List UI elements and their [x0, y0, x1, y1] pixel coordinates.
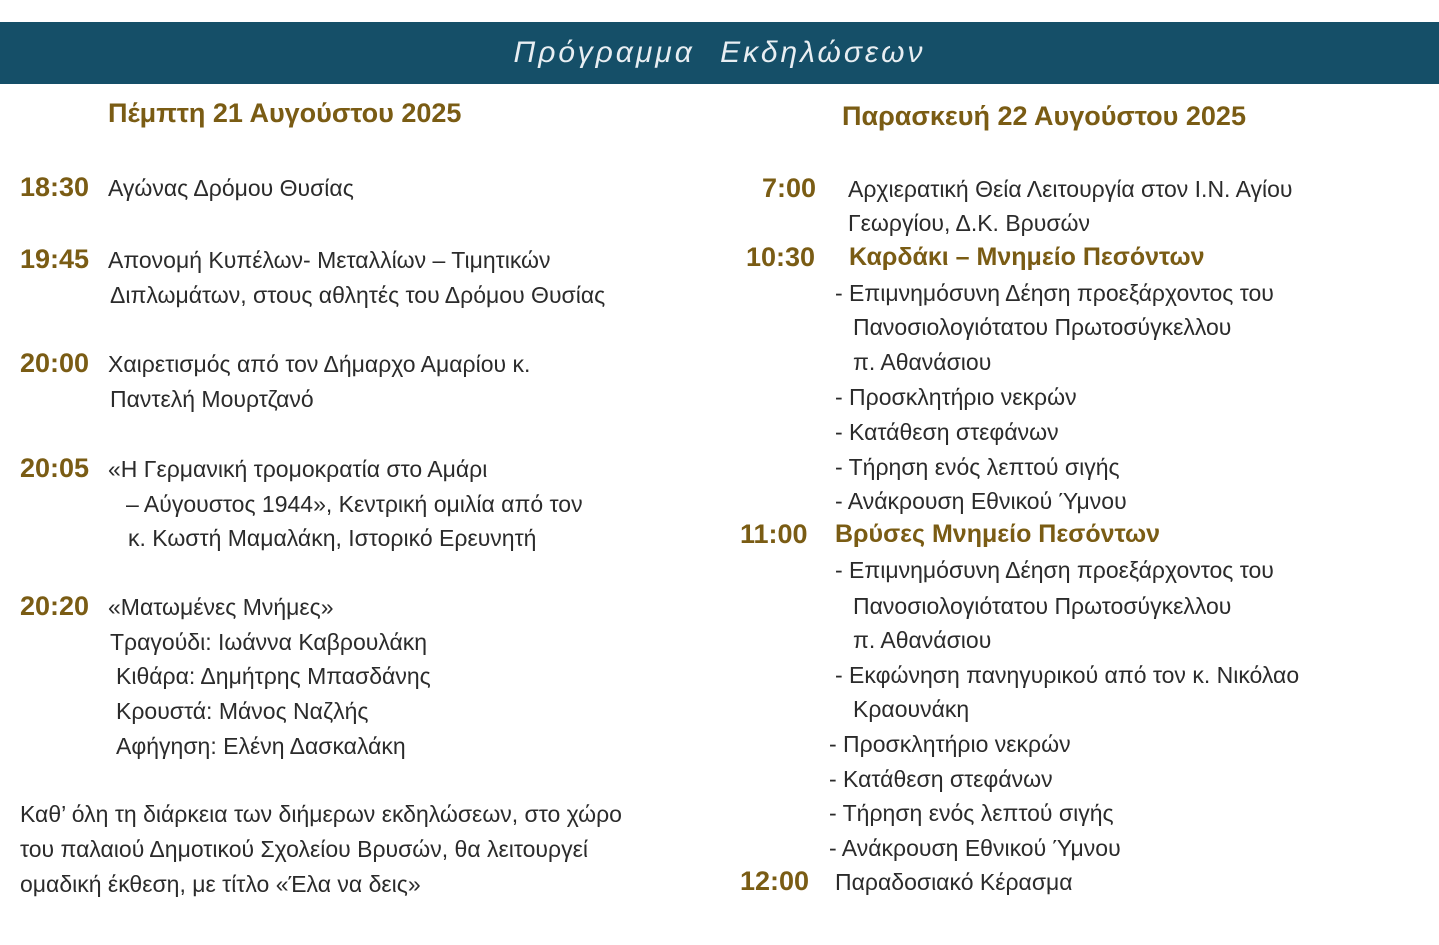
- event-line: - Επιμνημόσυνη Δέηση προεξάρχοντος του: [835, 280, 1274, 306]
- day1-heading: Πέμπτη 21 Αυγούστου 2025: [108, 98, 462, 128]
- event-line: Χαιρετισμός από τον Δήμαρχο Αμαρίου κ.: [108, 351, 531, 377]
- event-time: 12:00: [740, 866, 810, 896]
- event-line: - Επιμνημόσυνη Δέηση προεξάρχοντος του: [835, 557, 1274, 583]
- event-time: 20:00: [20, 348, 90, 378]
- event-time: 7:00: [762, 173, 817, 203]
- event-line: Πανοσιολογιότατου Πρωτοσύγκελλου: [853, 593, 1232, 619]
- event-line: – Αύγουστος 1944», Κεντρική ομιλία από τον: [126, 491, 583, 517]
- note-line: Καθ’ όλη τη διάρκεια των διήμερων εκδηλώσεων, στο χώρο: [20, 801, 622, 827]
- event-line: Αρχιερατική Θεία Λειτουργία στον Ι.Ν. Αγίου: [848, 176, 1293, 202]
- event-line: - Κατάθεση στεφάνων: [835, 419, 1059, 445]
- event-line: - Προσκλητήριο νεκρών: [835, 384, 1077, 410]
- event-line: «Ματωμένες Μνήμες»: [108, 594, 334, 620]
- event-line: Απονομή Κυπέλων- Μεταλλίων – Τιμητικών: [108, 247, 551, 273]
- event-line: π. Αθανάσιου: [853, 349, 992, 375]
- day2-heading: Παρασκευή 22 Αυγούστου 2025: [842, 101, 1246, 131]
- event-line: κ. Κωστή Μαμαλάκη, Ιστορικό Ερευνητή: [128, 525, 537, 551]
- event-title: Καρδάκι – Μνημείο Πεσόντων: [849, 243, 1205, 271]
- event-line: Διπλωμάτων, στους αθλητές του Δρόμου Θυσίας: [110, 282, 606, 308]
- event-line: Τραγούδι: Ιωάννα Καβρουλάκη: [110, 629, 428, 655]
- event-line: - Τήρηση ενός λεπτού σιγής: [835, 454, 1120, 480]
- event-line: Παραδοσιακό Κέρασμα: [835, 869, 1073, 895]
- event-line: Αφήγηση: Ελένη Δασκαλάκη: [116, 733, 406, 759]
- event-line: «Η Γερμανική τρομοκρατία στο Αμάρι: [108, 456, 488, 482]
- event-line: - Ανάκρουση Εθνικού Ύμνου: [829, 835, 1121, 861]
- event-line: Γεωργίου, Δ.Κ. Βρυσών: [848, 210, 1090, 236]
- page-banner: [0, 22, 1439, 84]
- event-line: - Εκφώνηση πανηγυρικού από τον κ. Νικόλαο: [835, 662, 1300, 688]
- event-line: Πανοσιολογιότατου Πρωτοσύγκελλου: [853, 314, 1232, 340]
- event-line: Παντελή Μουρτζανό: [110, 386, 314, 412]
- event-line: Αγώνας Δρόμου Θυσίας: [108, 175, 354, 201]
- event-time: 20:05: [20, 453, 90, 483]
- note-line: του παλαιού Δημοτικού Σχολείου Βρυσών, θα λειτουργεί: [20, 836, 588, 862]
- event-line: - Κατάθεση στεφάνων: [829, 766, 1053, 792]
- event-time: 10:30: [746, 242, 816, 272]
- banner-title: Πρόγραμμα Εκδηλώσεων: [513, 36, 926, 69]
- event-line: π. Αθανάσιου: [853, 627, 992, 653]
- event-time: 18:30: [20, 172, 90, 202]
- event-title: Βρύσες Μνημείο Πεσόντων: [835, 520, 1160, 548]
- event-line: Κραουνάκη: [853, 696, 970, 722]
- event-line: Κρουστά: Μάνος Ναζλής: [116, 698, 369, 724]
- event-line: - Τήρηση ενός λεπτού σιγής: [829, 800, 1114, 826]
- note-line: ομαδική έκθεση, με τίτλο «Έλα να δεις»: [20, 871, 421, 897]
- event-line: - Προσκλητήριο νεκρών: [829, 731, 1071, 757]
- event-line: Κιθάρα: Δημήτρης Μπασδάνης: [116, 663, 431, 689]
- event-line: - Ανάκρουση Εθνικού Ύμνου: [835, 488, 1127, 514]
- event-time: 11:00: [740, 519, 808, 549]
- event-time: 19:45: [20, 244, 90, 274]
- event-time: 20:20: [20, 591, 90, 621]
